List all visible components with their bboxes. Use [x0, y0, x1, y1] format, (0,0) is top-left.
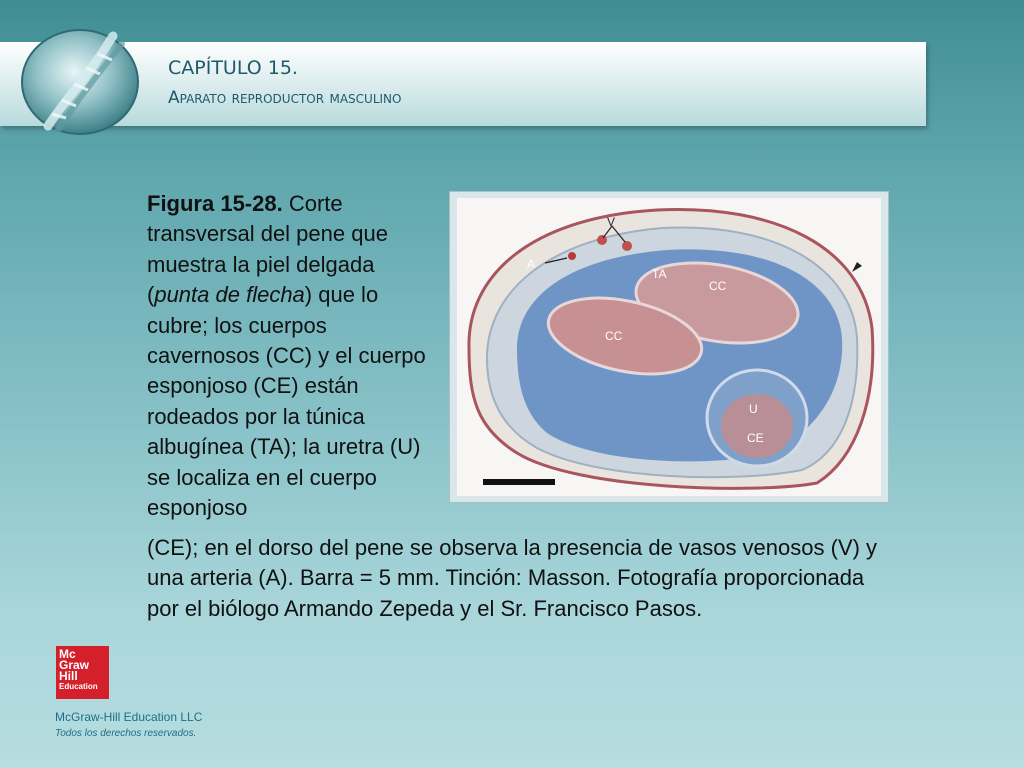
label-a: A	[527, 257, 536, 271]
figure-frame	[449, 191, 889, 503]
chapter-subtitle: Aparato reproductor masculino	[168, 88, 402, 108]
label-ta: TA	[652, 267, 667, 281]
vessel-v2	[622, 241, 632, 251]
artery	[568, 252, 576, 260]
arrowhead-term: punta de flecha	[154, 282, 305, 308]
logo-line1: Mc	[59, 647, 76, 661]
label-cc-left: CC	[605, 329, 623, 343]
copyright-text: McGraw-Hill Education LLC	[55, 710, 203, 724]
caption-text-1: Corte transversal del pene que muestra la piel delgada (	[147, 191, 388, 308]
label-v: V	[607, 215, 616, 229]
histology-illustration	[457, 198, 881, 496]
label-ce: CE	[747, 431, 764, 445]
caption-text-2: ) que lo cubre; los cuerpos cavernosos (CC) y el cuerpo esponjoso (CE) están rodeados por la túnica albugínea (TA); la uretra (U) se localiza en el cuerpo esponjoso	[147, 282, 426, 521]
label-cc-right: CC	[709, 279, 727, 293]
logo-line3: Hill	[59, 669, 78, 683]
rights-text: Todos los derechos reservados.	[55, 728, 197, 739]
mcgraw-hill-logo	[56, 646, 109, 699]
label-u: U	[749, 402, 758, 416]
figure-caption-bottom: (CE); en el dorso del pene se observa la presencia de vasos venosos (V) y una arteria (A). Barra = 5 mm. Tinción: Masson. Fotografía proporcionada por el biólogo Armando Zepeda y el Sr. Francisco Pasos.	[147, 535, 878, 621]
arrowhead-skin	[852, 262, 862, 272]
logo-line2: Graw	[59, 658, 90, 672]
logo-line4: Education	[59, 682, 98, 691]
dna-globe-icon	[18, 26, 142, 138]
histology-image	[457, 198, 881, 496]
chapter-title: CAPÍTULO 15.	[168, 57, 298, 79]
scale-bar	[483, 479, 555, 485]
figure-caption-top	[147, 189, 439, 523]
figure-label: Figura 15-28.	[147, 191, 283, 216]
vessel-v1	[597, 235, 607, 245]
